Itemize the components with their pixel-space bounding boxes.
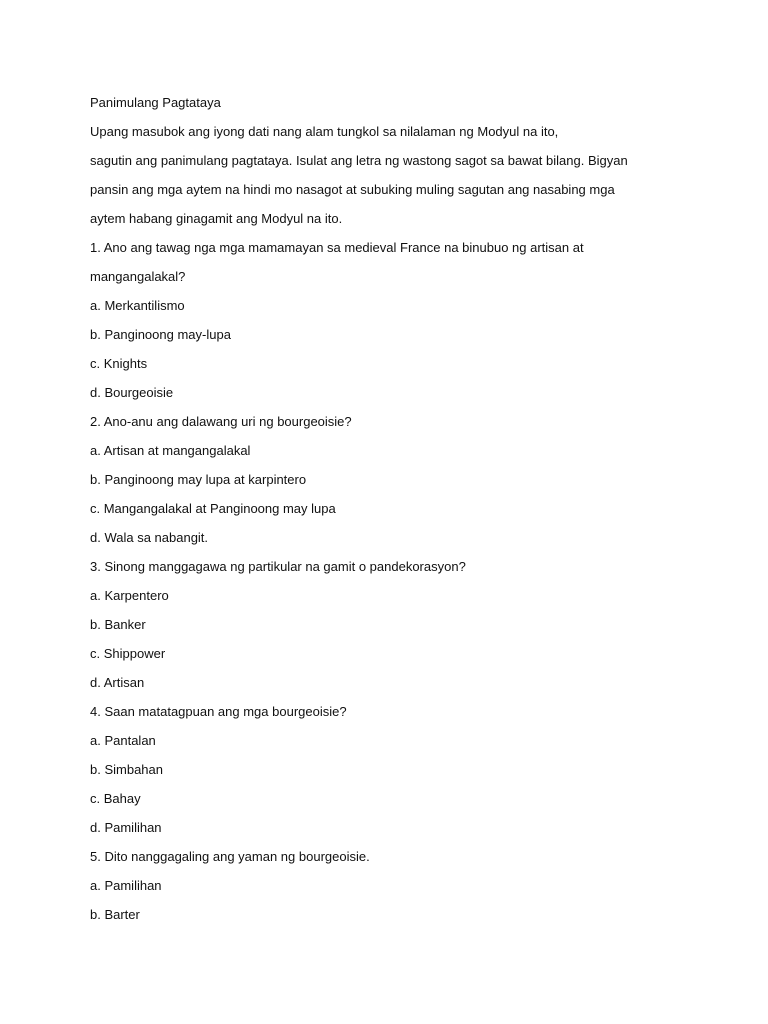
answer-choice: a. Pantalan [90, 733, 156, 748]
answer-choice: b. Panginoong may-lupa [90, 327, 231, 342]
answer-choice: b. Barter [90, 907, 140, 922]
answer-choice: a. Artisan at mangangalakal [90, 443, 251, 458]
question-text: 2. Ano-anu ang dalawang uri ng bourgeoisie? [90, 414, 352, 429]
question-text: 5. Dito nanggagaling ang yaman ng bourgeoisie. [90, 849, 370, 864]
answer-choice: d. Artisan [90, 675, 145, 690]
answer-choice: a. Pamilihan [90, 878, 162, 893]
question-text: 3. Sinong manggagawa ng partikular na gamit o pandekorasyon? [90, 559, 466, 574]
answer-choice: c. Shippower [90, 646, 166, 661]
question-4 [90, 697, 690, 842]
answer-choice: d. Bourgeoisie [90, 385, 174, 400]
answer-choice: a. Merkantilismo [90, 298, 185, 313]
question-3 [90, 552, 690, 697]
answer-choice: c. Knights [90, 356, 148, 371]
answer-choice: c. Bahay [90, 791, 141, 806]
document-title: Panimulang Pagtataya [90, 95, 221, 110]
question-1 [90, 233, 690, 407]
question-text: mangangalakal? [90, 269, 186, 284]
answer-choice: b. Panginoong may lupa at karpintero [90, 472, 307, 487]
intro-line: pansin ang mga aytem na hindi mo nasagot at subuking muling sagutan ang nasabing mga [90, 182, 615, 197]
answer-choice: b. Banker [90, 617, 146, 632]
intro-line: Upang masubok ang iyong dati nang alam tungkol sa nilalaman ng Modyul na ito, [90, 124, 559, 139]
answer-choice: b. Simbahan [90, 762, 163, 777]
intro-paragraph [90, 117, 690, 233]
intro-line: sagutin ang panimulang pagtataya. Isulat ang letra ng wastong sagot sa bawat bilang. Bigyan [90, 153, 628, 168]
question-2 [90, 407, 690, 552]
intro-line: aytem habang ginagamit ang Modyul na ito. [90, 211, 343, 226]
question-text: 4. Saan matatagpuan ang mga bourgeoisie? [90, 704, 347, 719]
answer-choice: a. Karpentero [90, 588, 169, 603]
question-5 [90, 842, 690, 929]
document-body [90, 88, 690, 929]
answer-choice: d. Pamilihan [90, 820, 162, 835]
answer-choice: c. Mangangalakal at Panginoong may lupa [90, 501, 336, 516]
question-text: 1. Ano ang tawag nga mga mamamayan sa medieval France na binubuo ng artisan at [90, 240, 584, 255]
answer-choice: d. Wala sa nabangit. [90, 530, 209, 545]
